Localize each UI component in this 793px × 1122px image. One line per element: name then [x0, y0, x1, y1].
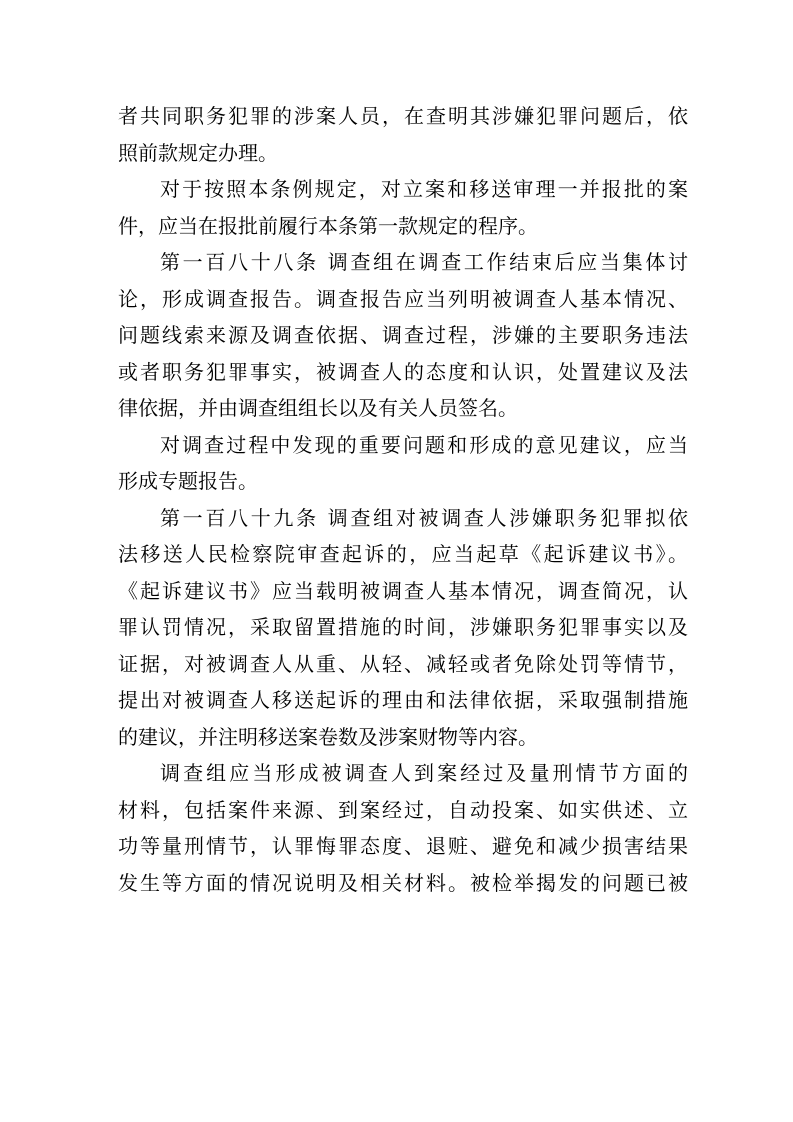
text-line: 形成专题报告。 — [118, 469, 258, 493]
text-line: 的建议，并注明移送案卷数及涉案财物等内容。 — [118, 724, 538, 749]
text-line: 论，形成调查报告。调查报告应当列明被调查人基本情况、 — [118, 286, 688, 311]
text-line: 法移送人民检察院审查起诉的，应当起草《起诉建议书》。 — [118, 542, 688, 566]
text-line: 律依据，并由调查组组长以及有关人员签名。 — [118, 396, 518, 420]
paragraph — [118, 171, 688, 244]
article-189 — [118, 500, 688, 756]
text-line: 对调查过程中发现的重要问题和形成的意见建议，应当 — [160, 432, 688, 457]
article-188 — [118, 244, 688, 427]
paragraph — [118, 427, 688, 500]
text-line: 者共同职务犯罪的涉案人员，在查明其涉嫌犯罪问题后，依 — [118, 104, 688, 128]
text-line: 功等量刑情节，认罪悔罪态度、退赃、避免和减少损害结果 — [118, 834, 688, 858]
text-line: 发生等方面的情况说明及相关材料。被检举揭发的问题已被 — [118, 870, 688, 895]
text-line: 第一百八十八条 调查组在调查工作结束后应当集体讨 — [160, 250, 688, 274]
text-line: 照前款规定办理。 — [118, 140, 278, 165]
text-line: 件，应当在报批前履行本条第一款规定的程序。 — [118, 213, 538, 238]
text-line: 调查组应当形成被调查人到案经过及量刑情节方面的 — [160, 761, 688, 785]
text-line: 提出对被调查人移送起诉的理由和法律依据，采取强制措施 — [118, 688, 688, 712]
text-line: 材料，包括案件来源、到案经过，自动投案、如实供述、立 — [118, 797, 688, 822]
text-line: 或者职务犯罪事实，被调查人的态度和认识，处置建议及法 — [118, 359, 688, 384]
text-line: 问题线索来源及调查依据、调查过程，涉嫌的主要职务违法 — [118, 323, 688, 347]
text-line: 第一百八十九条 调查组对被调查人涉嫌职务犯罪拟依 — [160, 505, 688, 530]
text-line: 证据，对被调查人从重、从轻、减轻或者免除处罚等情节， — [118, 651, 688, 676]
text-line: 《起诉建议书》应当载明被调查人基本情况，调查简况，认 — [118, 578, 688, 603]
paragraph — [118, 755, 688, 901]
document-body — [118, 98, 688, 901]
text-line: 对于按照本条例规定，对立案和移送审理一并报批的案 — [160, 177, 688, 201]
paragraph — [118, 98, 688, 171]
text-line: 罪认罚情况，采取留置措施的时间，涉嫌职务犯罪事实以及 — [118, 615, 688, 639]
